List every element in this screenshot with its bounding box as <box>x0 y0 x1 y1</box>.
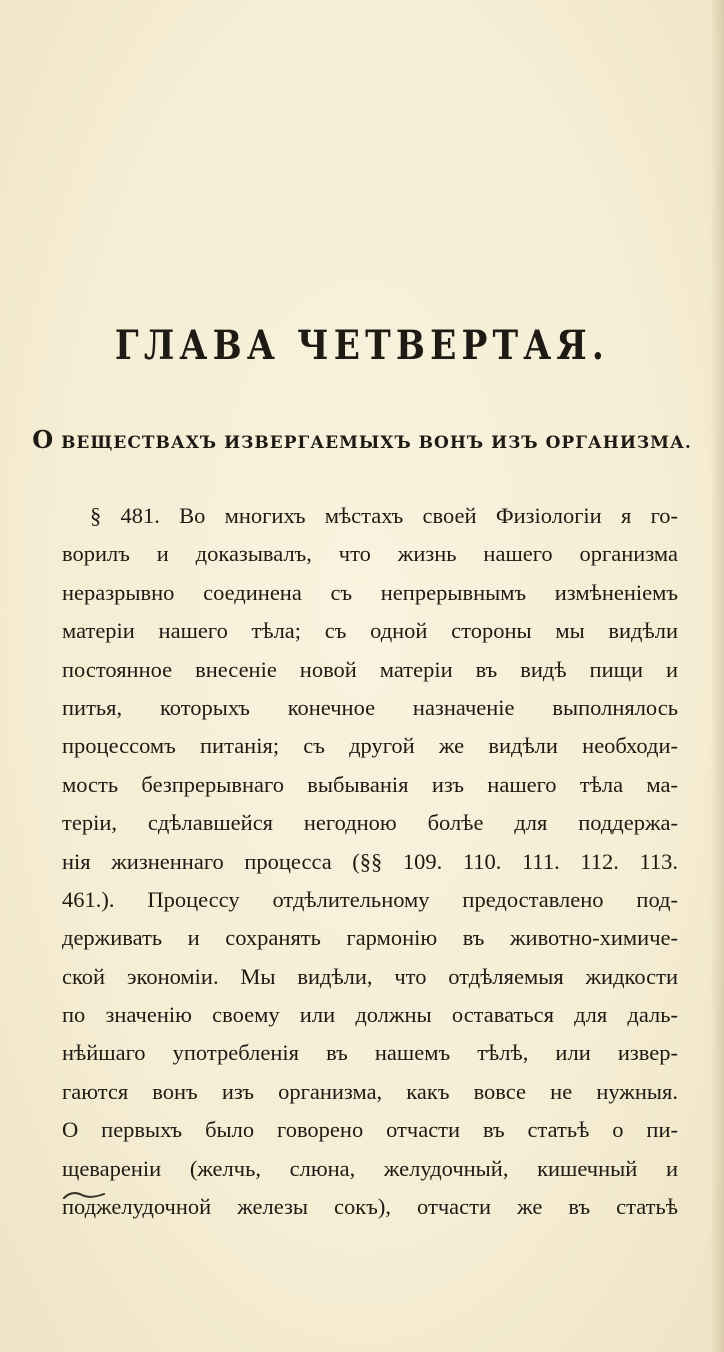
text-line: 461.). Процессу отдѣлительному предоставлено под- <box>62 886 678 912</box>
text-line: щевареніи (желчь, слюна, желудочный, кишечный и <box>62 1155 678 1181</box>
text-line: держивать и сохранять гармонію въ животно-химиче- <box>62 925 678 951</box>
text-line: поджелудочной железы сокъ), отчасти же въ статьѣ <box>62 1194 678 1220</box>
ink-mark-icon <box>62 1190 106 1200</box>
text-line: неразрывно соединена съ непрерывнымъ измѣненіемъ <box>62 579 678 605</box>
subtitle-text: ВЕЩЕСТВАХЪ ИЗВЕРГАЕМЫХЪ ВОНЪ ИЗЪ ОРГАНИЗМА. <box>61 433 692 453</box>
text-line: ворилъ и доказывалъ, что жизнь нашего организма <box>62 541 678 567</box>
text-line: мость безпрерывнаго выбыванія изъ нашего тѣла ма- <box>62 771 678 797</box>
text-line: питья, которыхъ конечное назначеніе выполнялось <box>62 694 678 720</box>
text-line: матеріи нашего тѣла; съ одной стороны мы видѣли <box>62 618 678 644</box>
chapter-title: ГЛАВА ЧЕТВЕРТАЯ. <box>114 322 610 369</box>
text-line: по значенію своему или должны оставаться для даль- <box>62 1002 678 1028</box>
text-line: нія жизненнаго процесса (§§ 109. 110. 111. 112. 113. <box>62 848 678 874</box>
text-line: постоянное внесеніе новой матеріи въ видѣ пищи и <box>62 656 678 682</box>
text-line: процессомъ питанія; съ другой же видѣли необходи- <box>62 733 678 759</box>
text-line: § 481. Во многихъ мѣстахъ своей Физіологіи я го- <box>90 503 678 528</box>
text-line: гаются вонъ изъ организма, какъ вовсе не нужныя. <box>62 1078 678 1104</box>
text-line: теріи, сдѣлавшейся негодною болѣе для поддержа- <box>62 810 678 836</box>
chapter-subtitle <box>0 425 724 454</box>
text-line: О первыхъ было говорено отчасти въ статьѣ о пи- <box>62 1117 678 1143</box>
paragraph-481 <box>62 497 678 1226</box>
page-edge-shadow <box>710 0 724 1352</box>
subtitle-initial: О <box>32 425 55 454</box>
text-line: нѣйшаго употребленія въ нашемъ тѣлѣ, или извер- <box>62 1040 678 1066</box>
text-line: ской экономіи. Мы видѣли, что отдѣляемыя жидкости <box>62 963 678 989</box>
